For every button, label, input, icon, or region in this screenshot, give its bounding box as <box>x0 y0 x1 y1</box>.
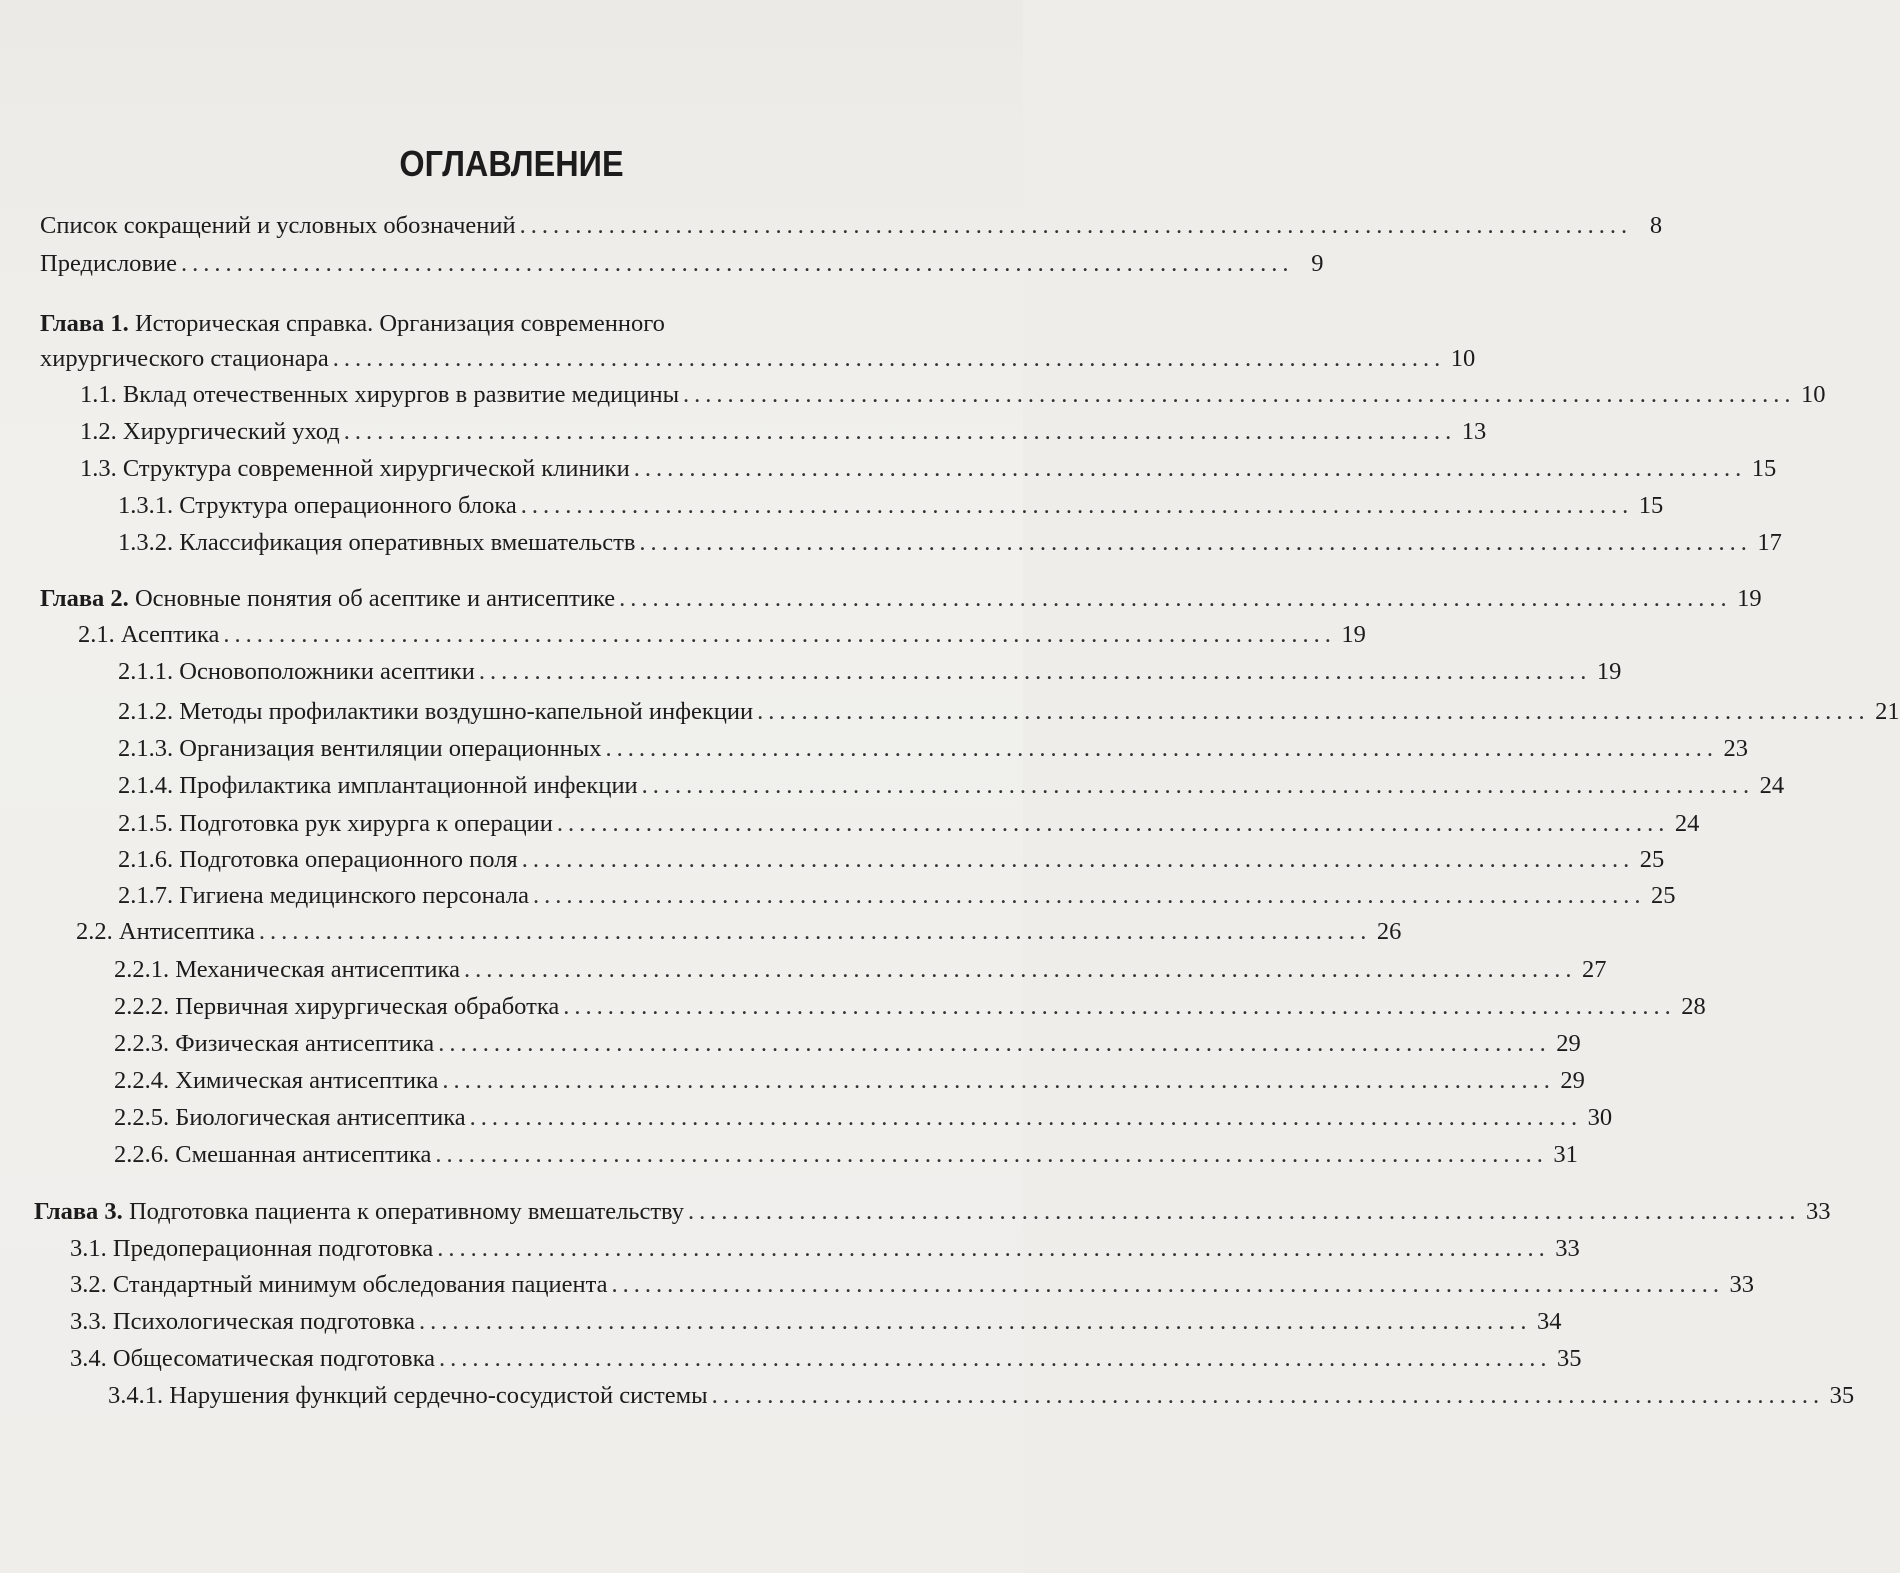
toc-entry: 3.1. Предоперационная подготовка .................................................................................................... 33 <box>70 1235 1580 1262</box>
toc-entry: 2.1.3. Организация вентиляции операционных .................................................................................................... 23 <box>118 735 1748 762</box>
toc-entry: Предисловие .................................................................................................... 9 <box>40 250 1324 277</box>
toc-entry: 1.3. Структура современной хирургической клиники .................................................................................................... 15 <box>80 455 1777 482</box>
page-title: ОГЛАВЛЕНИЕ <box>399 143 624 184</box>
toc-entry: 2.1.1. Основоположники асептики .................................................................................................... 19 <box>118 658 1622 685</box>
toc-entry: 2.2.1. Механическая антисептика .................................................................................................... 27 <box>114 956 1607 983</box>
toc-entry: 1.2. Хирургический уход .................................................................................................... 13 <box>80 418 1487 445</box>
toc-entry: 2.2.2. Первичная хирургическая обработка .................................................................................................... 28 <box>114 993 1706 1020</box>
toc-entry: 1.1. Вклад отечественных хирургов в развитие медицины .................................................................................................... 10 <box>80 381 1826 408</box>
toc-entry: 1.3.1. Структура операционного блока .................................................................................................... 15 <box>118 492 1664 519</box>
toc-entry: Глава 2. Основные понятия об асептике и антисептике .................................................................................................... 19 <box>40 585 1762 612</box>
toc-entry: 3.4. Общесоматическая подготовка .................................................................................................... 35 <box>70 1345 1582 1372</box>
toc-entry: хирургического стационара .................................................................................................... 10 <box>40 345 1476 372</box>
toc-entry: 2.1.2. Методы профилактики воздушно-капельной инфекции .................................................................................................... 21 <box>118 698 1900 725</box>
toc-entry: 3.4.1. Нарушения функций сердечно-сосудистой системы .................................................................................................... 35 <box>108 1382 1855 1409</box>
toc-entry: Список сокращений и условных обозначений .................................................................................................... 8 <box>40 212 1663 239</box>
toc-entry: 2.2.3. Физическая антисептика .................................................................................................... 29 <box>114 1030 1581 1057</box>
toc-entry: 2.1.5. Подготовка рук хирурга к операции .................................................................................................... 24 <box>118 810 1700 837</box>
toc-entry: Глава 3. Подготовка пациента к оперативному вмешательству .................................................................................................... 33 <box>34 1198 1831 1225</box>
toc-entry: 2.2. Антисептика .................................................................................................... 26 <box>76 918 1402 945</box>
toc-entry: 2.1.6. Подготовка операционного поля .................................................................................................... 25 <box>118 846 1665 873</box>
toc-entry: 2.1.4. Профилактика имплантационной инфекции .................................................................................................... 24 <box>118 772 1785 799</box>
toc-entry: 2.2.4. Химическая антисептика .................................................................................................... 29 <box>114 1067 1585 1094</box>
chapter-heading: Глава 1. Историческая справка. Организация современного <box>40 310 665 337</box>
toc-entry: 1.3.2. Классификация оперативных вмешательств .................................................................................................... 17 <box>118 529 1782 556</box>
toc-entry: 3.3. Психологическая подготовка .................................................................................................... 34 <box>70 1308 1562 1335</box>
toc-entry: 2.2.6. Смешанная антисептика .................................................................................................... 31 <box>114 1141 1578 1168</box>
toc-entry: 2.1. Асептика .................................................................................................... 19 <box>78 621 1366 648</box>
toc-entry: 2.2.5. Биологическая антисептика .................................................................................................... 30 <box>114 1104 1613 1131</box>
toc-entry: 2.1.7. Гигиена медицинского персонала .................................................................................................... 25 <box>118 882 1676 909</box>
toc-entry: 3.2. Стандартный минимум обследования пациента .................................................................................................... 33 <box>70 1271 1754 1298</box>
